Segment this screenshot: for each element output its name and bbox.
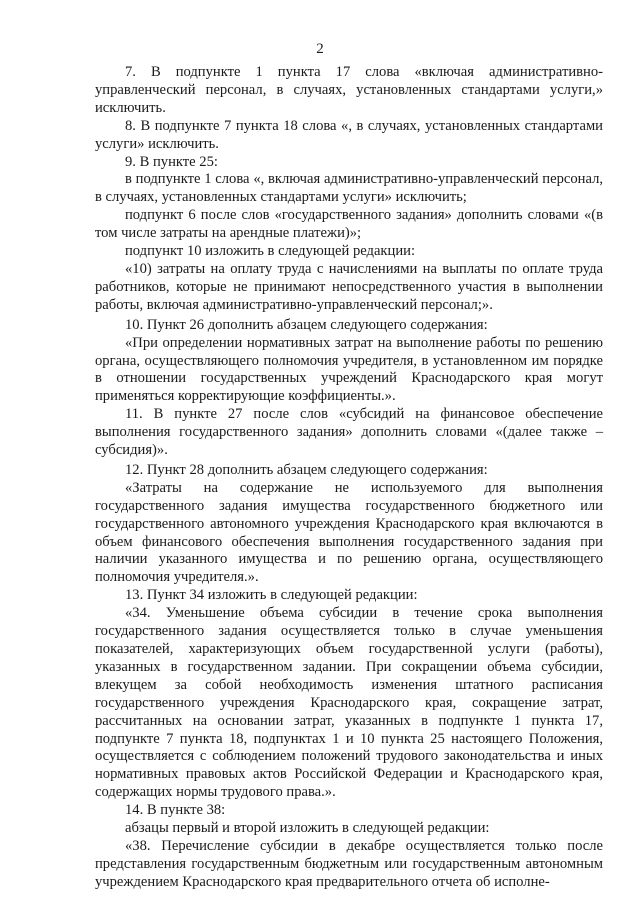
paragraph-item-11: 11. В пункте 27 после слов «субсидий на финансовое обеспечение выполнения государственного задания» дополнить словами «(далее также – субсидия)». bbox=[95, 406, 603, 459]
paragraph-item-10: 10. Пункт 26 дополнить абзацем следующего содержания: bbox=[125, 316, 488, 333]
paragraph-quote-maintenance: «Затраты на содержание не используемого для выполнения государственного задания имущества государственного бюджетного или государственного автономного учреждения Краснодарского края включаются в объем финансового обеспечения выполнения государственного задания при наличии указанного имущества и по решению органа, осуществляющего полномочия учредителя.». bbox=[95, 479, 603, 586]
paragraph-item-9: 9. В пункте 25: bbox=[125, 153, 218, 170]
paragraph-subitem-abzacy: абзацы первый и второй изложить в следующей редакции: bbox=[125, 820, 490, 837]
paragraph-subitem-10: подпункт 10 изложить в следующей редакции: bbox=[125, 243, 416, 260]
paragraph-item-7: 7. В подпункте 1 пункта 17 слова «включая административно-управленческий персонал, в случаях, установленных стандартами услуги,» исключить. bbox=[95, 64, 603, 116]
paragraph-subitem-6: подпункт 6 после слов «государственного задания» дополнить словами «(в том числе затраты на арендные платежи)»; bbox=[95, 207, 603, 242]
paragraph-item-8: 8. В подпункте 7 пункта 18 слова «, в случаях, установленных стандартами услуги» исключить. bbox=[95, 117, 603, 152]
paragraph-subitem-1: в подпункте 1 слова «, включая административно-управленческий персонал, в случаях, установленных стандартами услуги» исключить; bbox=[95, 171, 603, 206]
paragraph-item-12: 12. Пункт 28 дополнить абзацем следующего содержания: bbox=[125, 461, 488, 478]
paragraph-quote-34: «34. Уменьшение объема субсидии в течение срока выполнения государственного задания осуществляется только в случае уменьшения показателей, характеризующих объем государственной услуги (работы), указанных в государственном задании. При сокращении объема субсидии, влекущем за собой необходимость изменения штатного расписания государственного учреждения Краснодарского края, сокращение затрат, рассчитанных на основании затрат, указанных в подпункте 1 пункта 17, подпункте 7 пункта 18, подпунктах 1 и 10 пункта 25 настоящего Положения, осуществляется с соблюдением положений трудового законодательства и иных нормативных правовых актов Российской Федерации и Краснодарского края, содержащих нормы трудового права.». bbox=[95, 605, 603, 801]
document-body bbox=[95, 64, 603, 892]
paragraph-quote-normative: «При определении нормативных затрат на выполнение работы по решению органа, осуществляющего полномочия учредителя, в установленном им порядке в отношении государственных учреждений Краснодарского края могут применяться корректирующие коэффициенты.». bbox=[95, 334, 603, 405]
paragraph-item-13: 13. Пункт 34 изложить в следующей редакции: bbox=[125, 587, 418, 604]
paragraph-quote-10: «10) затраты на оплату труда с начислениями на выплаты по оплате труда работников, которые не принимают непосредственного участия в выполнении работы, включая административно-управленческий персонал;». bbox=[95, 260, 603, 313]
page-number: 2 bbox=[316, 41, 324, 57]
paragraph-quote-38: «38. Перечисление субсидии в декабре осуществляется только после представления государственным бюджетным или государственным автономным учреждением Краснодарского края предварительного отчета об исполне- bbox=[95, 837, 603, 890]
paragraph-item-14: 14. В пункте 38: bbox=[125, 802, 226, 819]
